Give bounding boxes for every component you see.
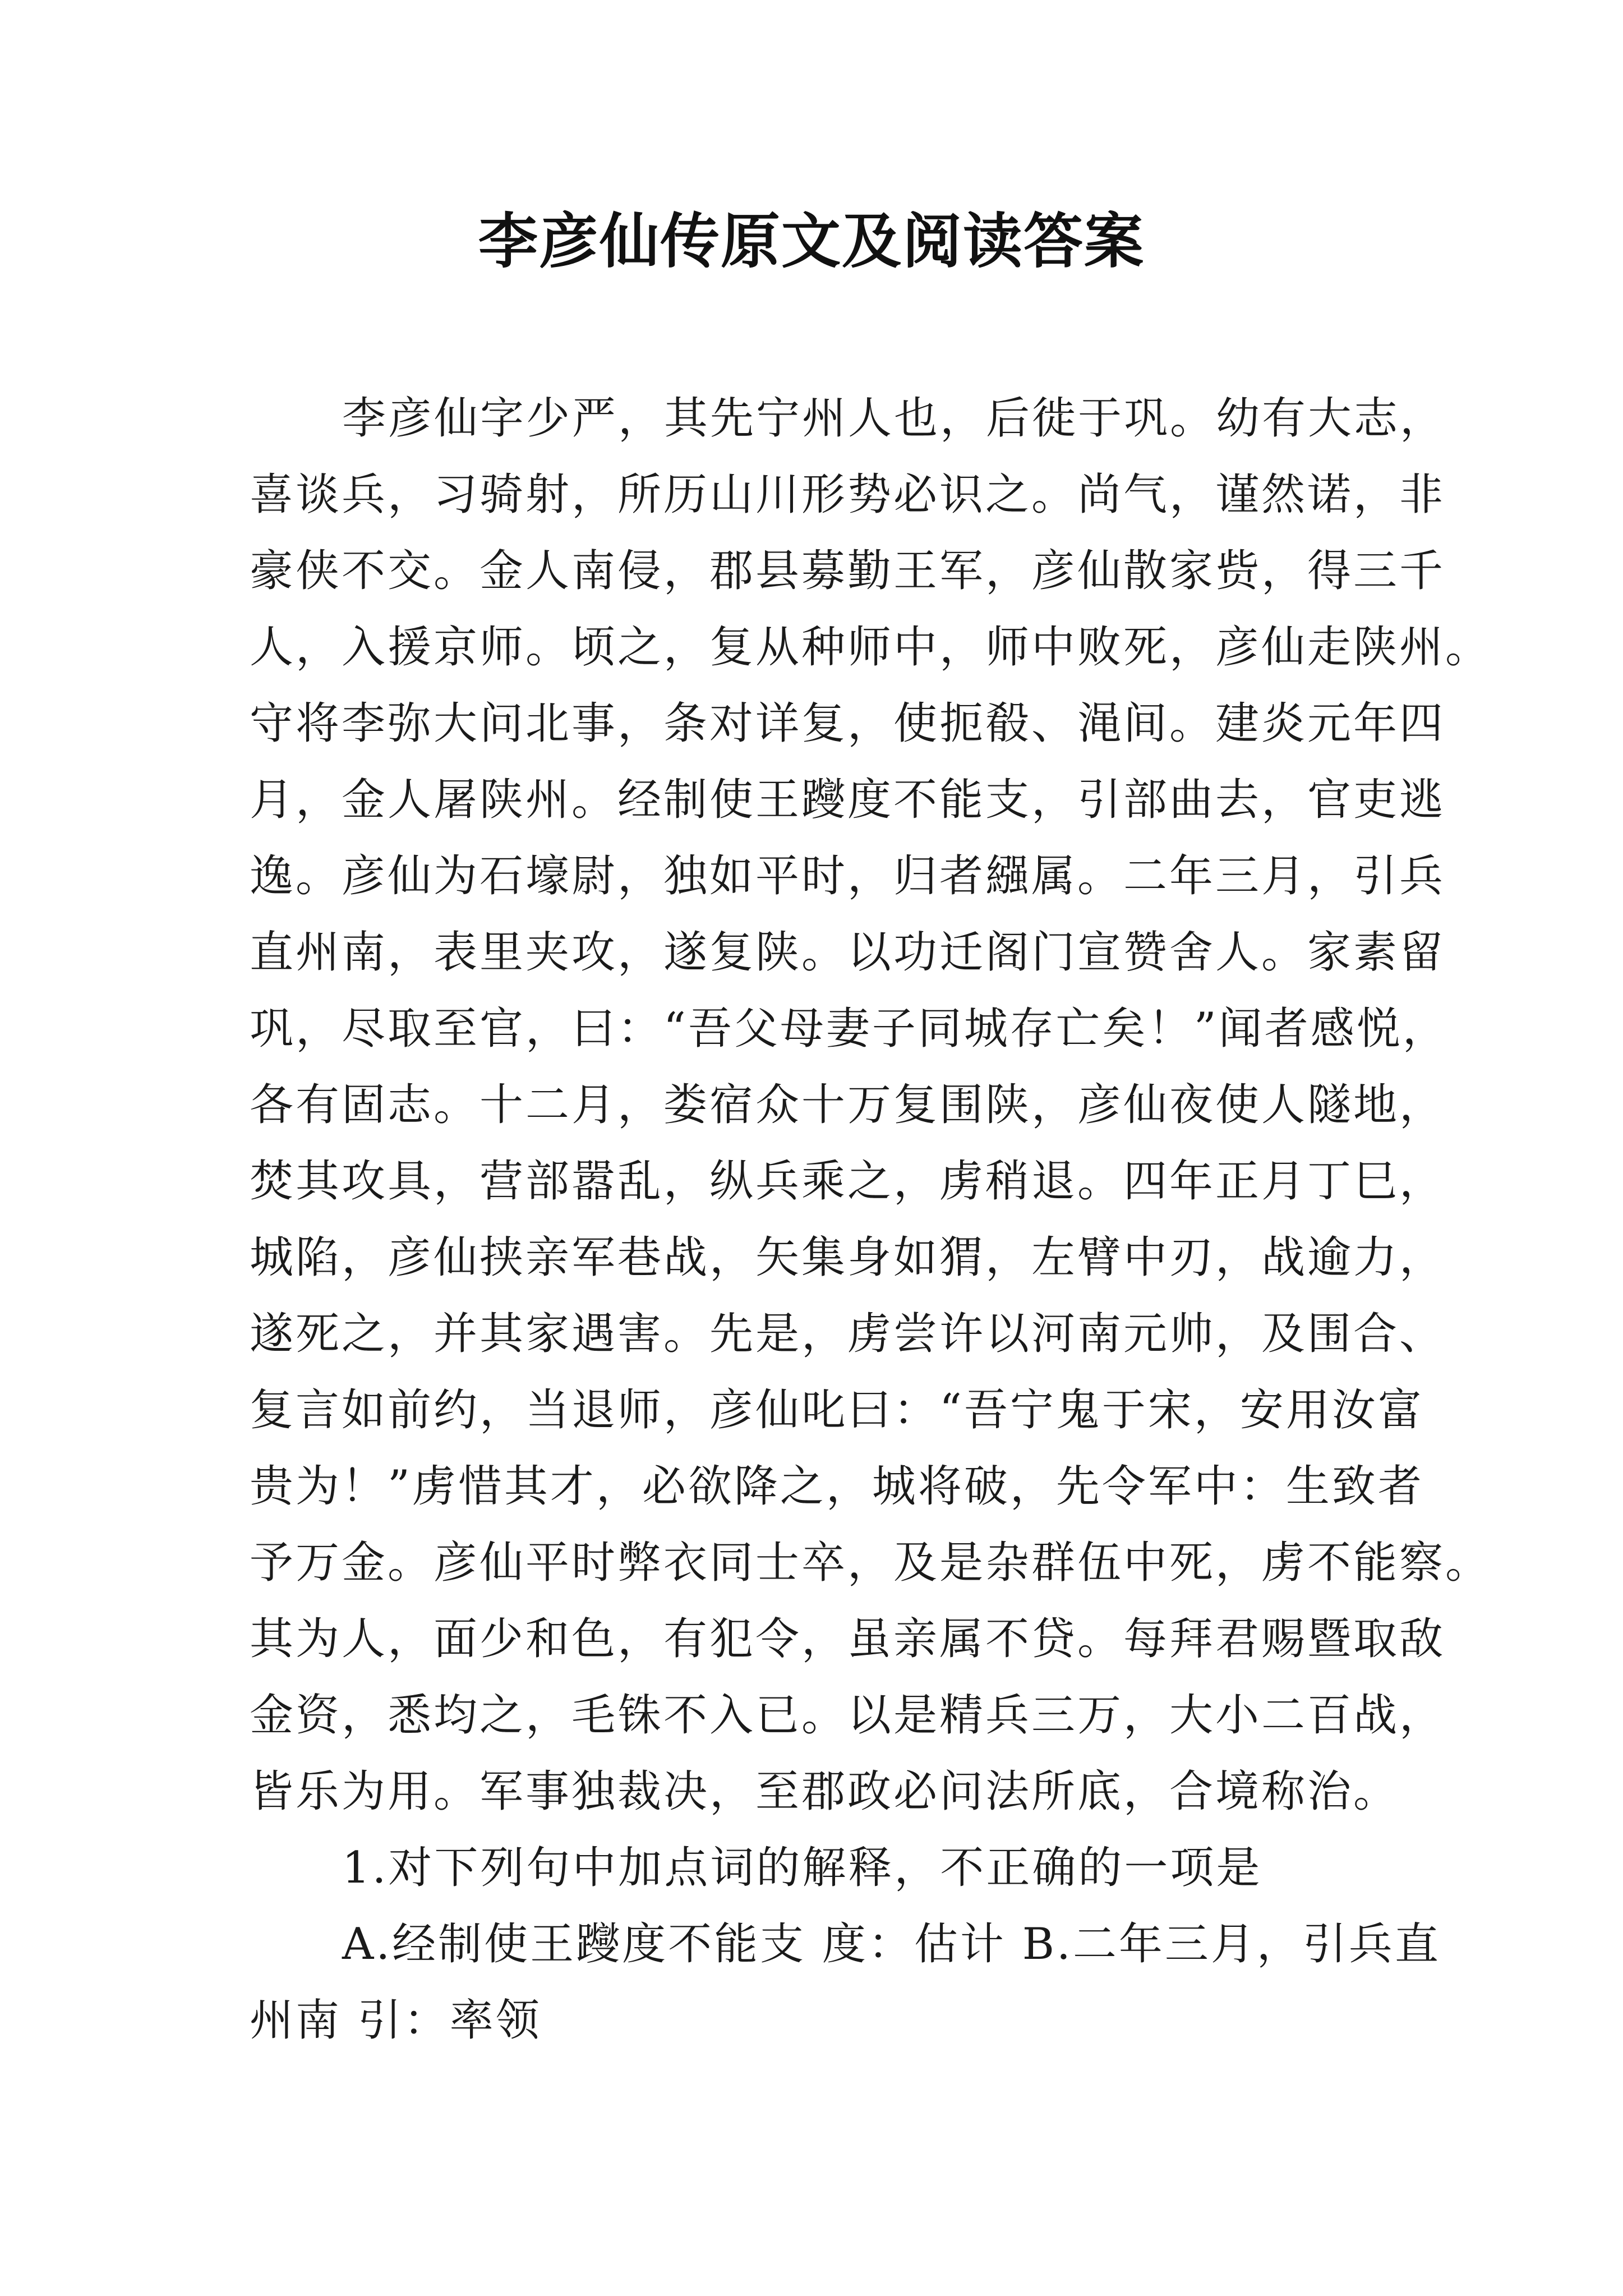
question-option-line: 州南 引：率领	[250, 1995, 542, 2046]
body-line: 复言如前约，当退师，彦仙叱曰：“吾宁鬼于宋，安用汝富	[250, 1385, 1424, 1435]
question-line: 1.对下列句中加点词的解释，不正确的一项是	[342, 1843, 1262, 1893]
body-line: 遂死之，并其家遇害。先是，虏尝许以河南元帅，及围合、	[250, 1309, 1446, 1359]
body-line: 豪侠不交。金人南侵，郡县募勤王军，彦仙散家赀，得三千	[250, 546, 1446, 596]
body-line: 喜谈兵，习骑射，所历山川形势必识之。尚气，谨然诺，非	[250, 470, 1446, 520]
question-option-line: A.经制使王躞度不能支 度：估计 B.二年三月，引兵直	[342, 1919, 1441, 1970]
body-line: 逸。彦仙为石壕尉，独如平时，归者繦属。二年三月，引兵	[250, 851, 1446, 901]
body-line: 金资，悉均之，毛铢不入已。以是精兵三万，大小二百战，	[250, 1690, 1446, 1741]
body-line: 守将李弥大问北事，条对详复，使扼殽、渑间。建炎元年四	[250, 698, 1446, 749]
body-line: 其为人，面少和色，有犯令，虽亲属不贷。每拜君赐暨取敌	[250, 1614, 1446, 1664]
body-line: 城陷，彦仙挟亲军巷战，矢集身如猬，左臂中刃，战逾力，	[250, 1232, 1446, 1283]
body-line: 直州南，表里夹攻，遂复陕。以功迁阁门宣赞舍人。家素留	[250, 927, 1446, 978]
body-line: 皆乐为用。军事独裁决，至郡政必问法所底，合境称治。	[250, 1766, 1400, 1817]
document-body	[250, 380, 1492, 2059]
body-line: 予万金。彦仙平时弊衣同士卒，及是杂群伍中死，虏不能察。	[250, 1538, 1492, 1588]
document-title: 李彦仙传原文及阅读答案	[478, 206, 1145, 276]
body-line: 人，入援京师。顷之，复从种师中，师中败死，彦仙走陕州。	[250, 622, 1492, 673]
body-line: 月，金人屠陕州。经制使王躞度不能支，引部曲去，官吏逃	[250, 775, 1446, 825]
body-line: 李彦仙字少严，其先宁州人也，后徙于巩。幼有大志，	[342, 393, 1446, 444]
body-line: 巩，尽取至官，曰：“吾父母妻子同城存亡矣！”闻者感悦，	[250, 1004, 1449, 1054]
body-line: 贵为！”虏惜其才，必欲降之，城将破，先令军中：生致者	[250, 1461, 1424, 1512]
body-line: 各有固志。十二月，娄宿众十万复围陕，彦仙夜使人隧地，	[250, 1080, 1446, 1130]
body-line: 焚其攻具，营部嚣乱，纵兵乘之，虏稍退。四年正月丁巳，	[250, 1156, 1446, 1207]
